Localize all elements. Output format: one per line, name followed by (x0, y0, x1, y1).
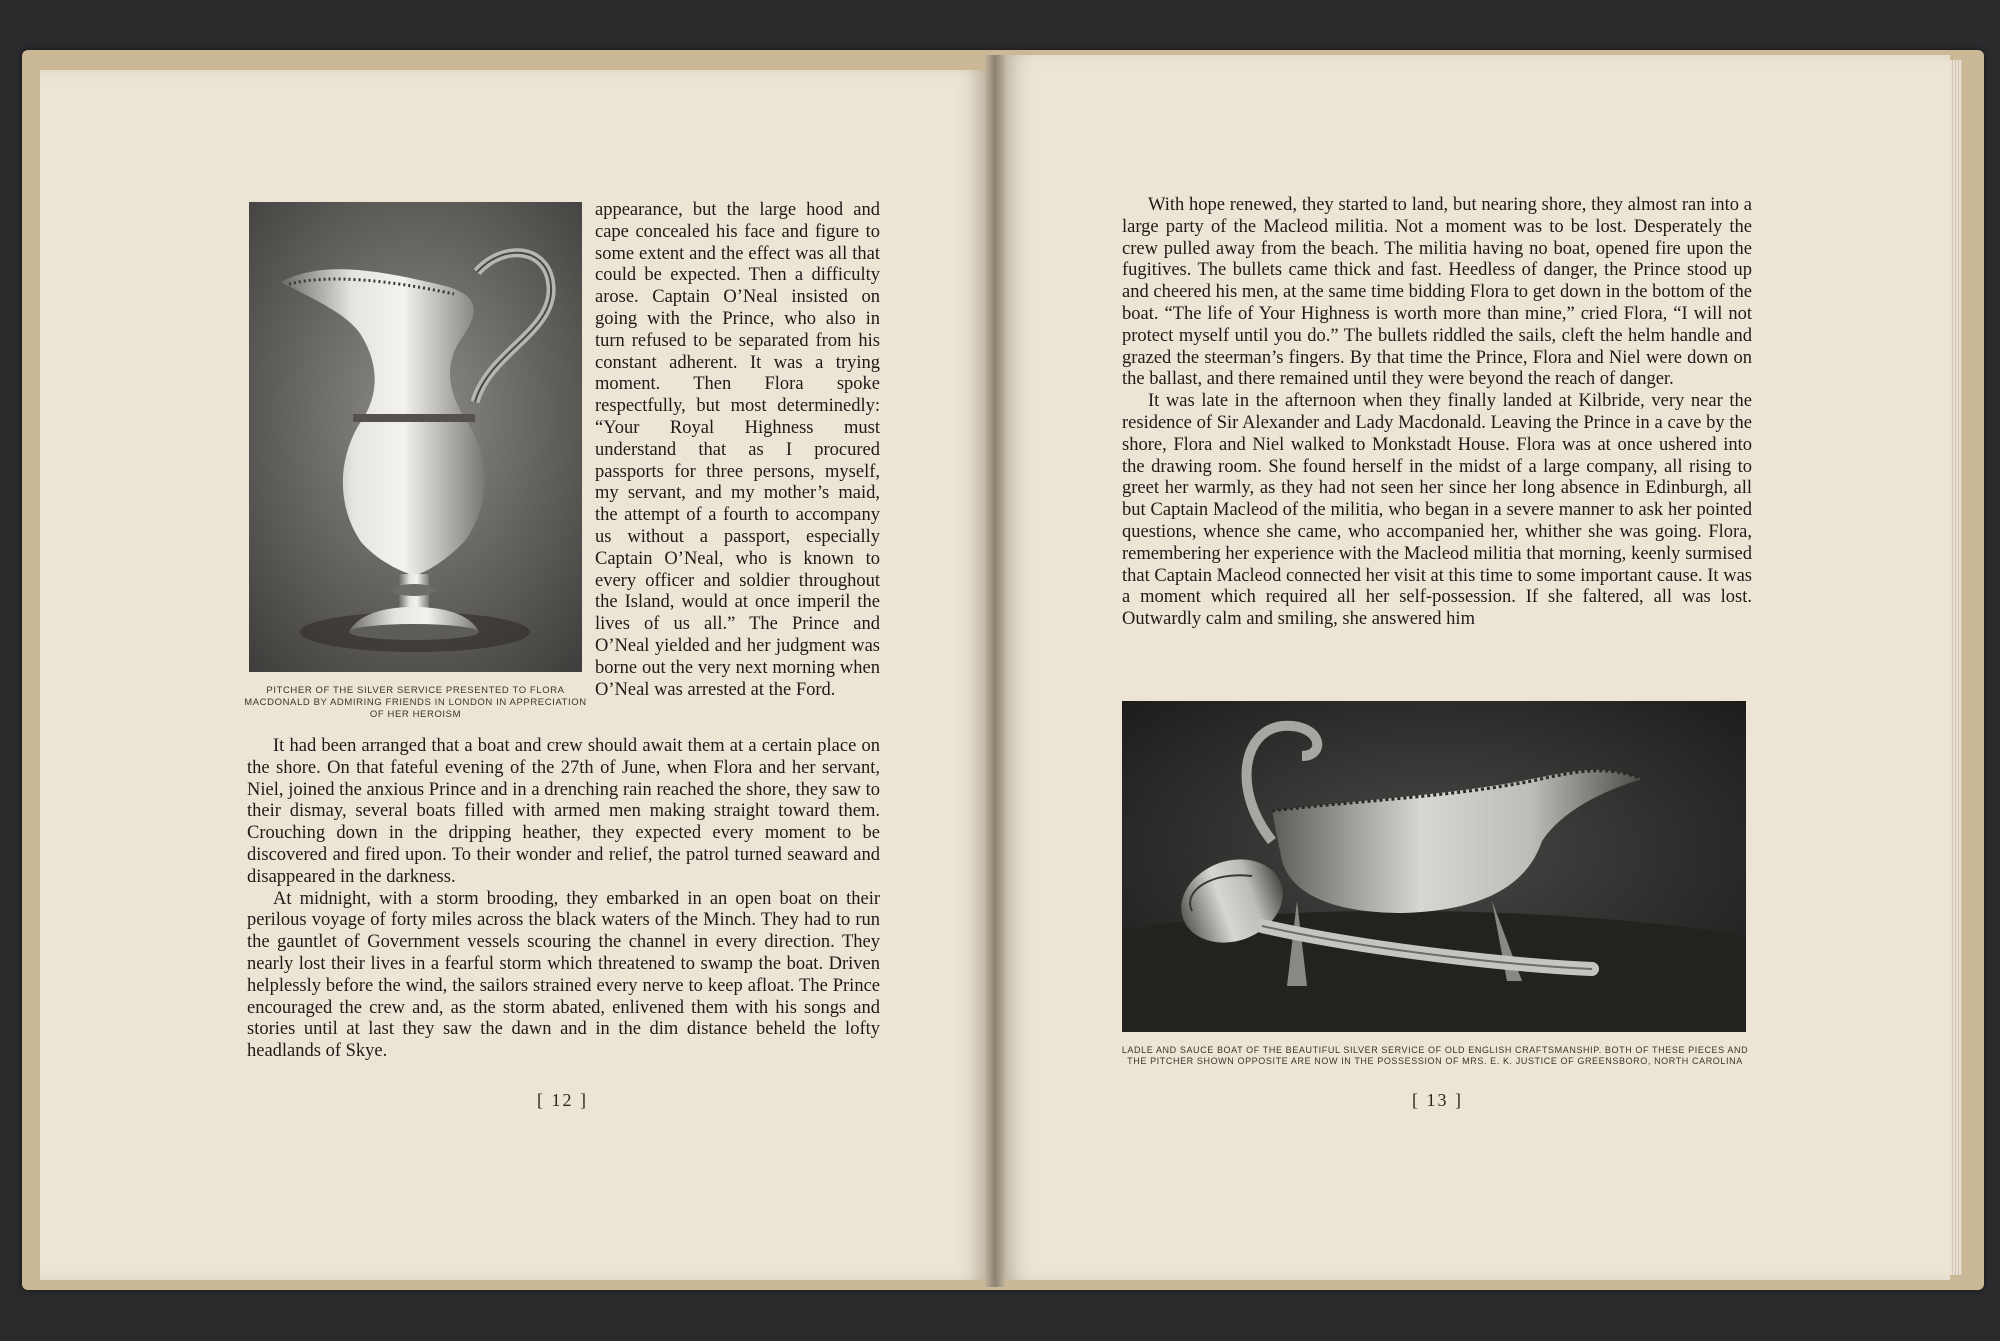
right-paragraph-kilbride: It was late in the afternoon when they finally landed at Kilbride, very near the residence of Sir Alexander and Lady Macdonald. Leaving the Prince in a cave by the shore, Flora and Niel walked to Monkstadt House. Flora was at once ushered into the drawing room. She found herself in the midst of a large company, all rising to greet her warmly, as they had not seen her since her long absence in Edinburgh, all but Captain Macleod of the militia, who began in a severe manner to ask her pointed questions, whence she came, who accompanied her, whither she was going. Flora, remembering her experience with the Macleod militia that morning, keenly surmised that Captain Macleod connected her visit at this time to some important cause. It was a moment which required all her self-possession. If she faltered, all was lost. Outwardly calm and smiling, she answered him (1122, 391, 1752, 630)
right-page-number: [ 13 ] (1412, 1090, 1463, 1110)
left-paragraph-boat: It had been arranged that a boat and crew should await them at a certain place on the shore. On that fateful evening of the 27th of June, when Flora and her servant, Niel, joined the anxious Prince and in a drenching rain reached the shore, they saw to their dismay, several boats filled with armed men making straight toward them. Crouching down in the dripping heather, they expected every moment to be discovered and fired upon. To their wonder and relief, the patrol turned seaward and disappeared in the darkness. (247, 736, 880, 887)
sauce-boat-caption: LADLE AND SAUCE BOAT OF THE BEAUTIFUL SILVER SERVICE OF OLD ENGLISH CRAFTSMANSHIP. BOTH OF THESE PIECES AND THE PITCHER SHOWN OPPOSITE ARE NOW IN THE POSSESSION OF MRS. E. K. JUSTICE OF GREENSBORO, NORTH CAROLINA (1121, 1045, 1749, 1066)
left-column-text (595, 200, 880, 701)
right-paragraph-landing: With hope renewed, they started to land, but nearing shore, they almost ran into a large party of the Macleod militia. Not a moment was to be lost. Desperately the crew pulled away from the beach. The militia having no boat, opened fire upon the fugitives. The bullets came thick and fast. Heedless of danger, the Prince stood up and cheered his men, at the same time bidding Flora to get down in the bottom of the boat. “The life of Your Highness is worth more than mine,” cried Flora, “I will not protect myself until you do.” The bullets riddled the sails, cleft the helm handle and grazed the steerman’s fingers. By that time the Prince, Flora and Niel were down on the ballast, and there remained until they were beyond the reach of danger. (1122, 195, 1752, 390)
left-body-text (247, 736, 880, 1063)
pitcher-photograph (249, 202, 582, 672)
left-column-paragraph: appearance, but the large hood and cape concealed his face and figure to some extent and the effect was all that could be expected. Then a difficulty arose. Captain O’Neal insisted on going with the Prince, who also in turn refused to be separated from his constant adherent. It was a trying moment. Then Flora spoke respectfully, but most determinedly: “Your Royal Highness must understand that as I procured passports for three persons, myself, my servant, and my mother’s maid, the attempt of a fourth to accompany us without a passport, especially Captain O’Neal, who is known to every officer and soldier throughout the Island, would at once imperil the lives of us all.” The Prince and O’Neal yielded and her judgment was borne out the very next morning when O’Neal was arrested at the Ford. (595, 200, 880, 700)
right-page (1005, 55, 1950, 1280)
sauce-boat-photograph (1122, 701, 1746, 1032)
left-page-number: [ 12 ] (537, 1090, 588, 1110)
page-edges (1950, 60, 1962, 1275)
left-page (40, 70, 985, 1280)
book-gutter (985, 55, 1005, 1287)
left-paragraph-voyage: At midnight, with a storm brooding, they embarked in an open boat on their perilous voyage of forty miles across the black waters of the Minch. They had to run the gauntlet of Government vessels scouring the channel in every direction. They nearly lost their lives in a fearful storm which threatened to swamp the boat. Driven helplessly before the wind, the sailors strained every nerve to keep afloat. The Prince encouraged the crew and, as the storm abated, enlivened them with his songs and stories until at last they saw the dawn and in the dim distance beheld the lofty headlands of Skye. (247, 888, 880, 1062)
right-body-text (1122, 195, 1752, 631)
pitcher-caption: PITCHER OF THE SILVER SERVICE PRESENTED TO FLORA MACDONALD BY ADMIRING FRIENDS IN LONDON IN APPRECIATION OF HER HEROISM (244, 685, 587, 720)
